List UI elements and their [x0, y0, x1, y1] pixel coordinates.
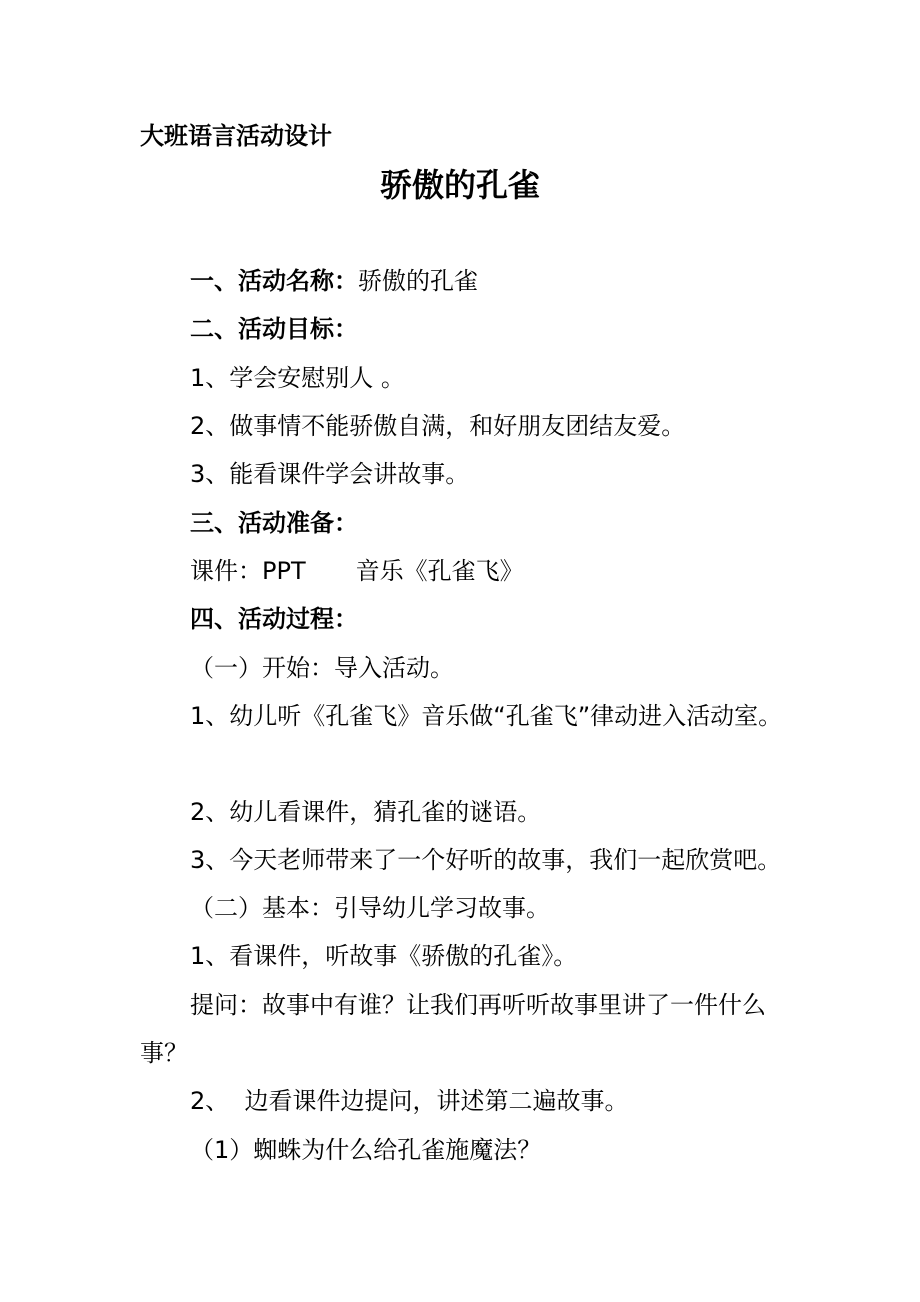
section-label: 一、活动名称： — [190, 267, 358, 295]
goal-item: 3、能看课件学会讲故事。 — [190, 460, 470, 488]
section-value: 骄傲的孔雀 — [358, 267, 478, 295]
section-goals-heading: 二、活动目标： — [190, 315, 358, 343]
process-subheading: （一）开始：导入活动。 — [190, 654, 454, 682]
process-item: 2、 边看课件边提问，讲述第二遍故事。 — [190, 1087, 629, 1115]
process-item: 3、今天老师带来了一个好听的故事，我们一起欣赏吧。 — [190, 846, 782, 874]
section-preparation-heading: 三、活动准备： — [190, 509, 358, 537]
process-item: 1、看课件，听故事《骄傲的孔雀》。 — [190, 942, 578, 970]
goal-item: 1、学会安慰别人 。 — [190, 364, 405, 392]
goal-item: 2、做事情不能骄傲自满，和好朋友团结友爱。 — [190, 412, 686, 440]
section-process-heading: 四、活动过程： — [190, 605, 358, 633]
process-item: 2、幼儿看课件，猜孔雀的谜语。 — [190, 798, 542, 826]
preparation-courseware: 课件：PPT — [190, 557, 306, 585]
process-item: 1、幼儿听《孔雀飞》音乐做“孔雀飞”律动进入活动室。 — [190, 702, 783, 730]
document-title: 骄傲的孔雀 — [379, 166, 540, 204]
section-activity-name — [190, 265, 478, 297]
process-question: 提问：故事中有谁？让我们再听听故事里讲了一件什么事？ — [140, 991, 766, 1067]
document-subtitle: 大班语言活动设计 — [140, 122, 332, 150]
process-subitem: （1）蜘蛛为什么给孔雀施魔法？ — [190, 1136, 542, 1164]
process-subheading: （二）基本：引导幼儿学习故事。 — [190, 894, 550, 922]
preparation-music: 音乐《孔雀飞》 — [355, 557, 524, 585]
preparation-line — [190, 555, 524, 587]
